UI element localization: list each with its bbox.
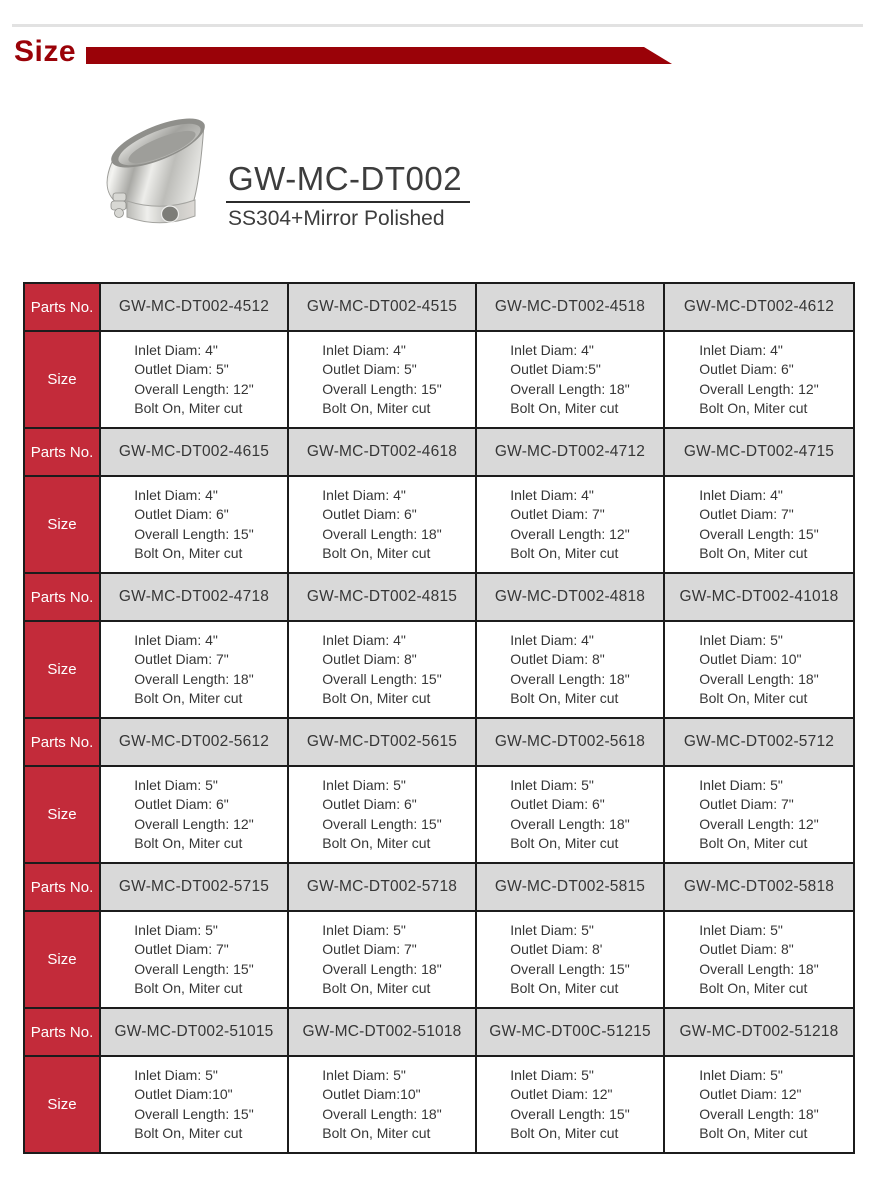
size-spec-cell bbox=[100, 911, 288, 1008]
size-spec-line: Inlet Diam: 5" bbox=[699, 921, 783, 938]
parts-no-cell: GW-MC-DT002-5715 bbox=[100, 863, 288, 911]
product-photo bbox=[80, 103, 240, 233]
size-spec-line: Bolt On, Miter cut bbox=[510, 400, 619, 416]
size-spec-line: Bolt On, Miter cut bbox=[699, 400, 808, 416]
size-spec-line: Bolt On, Miter cut bbox=[322, 400, 431, 416]
size-spec-lines bbox=[134, 631, 253, 709]
size-row bbox=[24, 911, 854, 1008]
size-spec-lines bbox=[699, 1066, 818, 1144]
product-material: SS304+Mirror Polished bbox=[228, 207, 445, 230]
size-spec-line: Inlet Diam: 5" bbox=[699, 631, 783, 648]
size-spec-line: Inlet Diam: 4" bbox=[134, 631, 218, 648]
size-spec-line: Bolt On, Miter cut bbox=[322, 690, 431, 706]
parts-no-cell: GW-MC-DT002-51218 bbox=[664, 1008, 854, 1056]
size-spec-cell bbox=[664, 766, 854, 863]
size-row bbox=[24, 476, 854, 573]
size-spec-line: Outlet Diam:10" bbox=[322, 1086, 421, 1102]
row-label-size: Size bbox=[24, 1056, 100, 1153]
size-spec-lines bbox=[134, 1066, 253, 1144]
parts-no-cell: GW-MC-DT002-5615 bbox=[288, 718, 476, 766]
parts-no-cell: GW-MC-DT002-5612 bbox=[100, 718, 288, 766]
size-spec-cell bbox=[476, 766, 664, 863]
size-spec-line: Inlet Diam: 4" bbox=[699, 341, 783, 358]
size-spec-line: Overall Length: 15" bbox=[322, 670, 442, 687]
row-label-parts: Parts No. bbox=[24, 573, 100, 621]
parts-no-cell: GW-MC-DT002-4618 bbox=[288, 428, 476, 476]
size-spec-line: Overall Length: 12" bbox=[134, 380, 254, 397]
size-spec-line: Bolt On, Miter cut bbox=[510, 690, 619, 706]
size-spec-lines bbox=[510, 631, 629, 709]
product-model: GW-MC-DT002 bbox=[226, 161, 470, 203]
size-spec-line: Bolt On, Miter cut bbox=[510, 980, 619, 996]
parts-row bbox=[24, 718, 854, 766]
size-spec-line: Inlet Diam: 5" bbox=[510, 776, 594, 793]
size-spec-line: Outlet Diam: 6" bbox=[134, 506, 229, 522]
size-spec-line: Inlet Diam: 5" bbox=[134, 1066, 218, 1083]
size-spec-line: Overall Length: 15" bbox=[322, 380, 442, 397]
size-spec-line: Inlet Diam: 5" bbox=[322, 1066, 406, 1083]
size-spec-line: Overall Length: 18" bbox=[699, 1105, 819, 1122]
size-spec-line: Bolt On, Miter cut bbox=[134, 545, 243, 561]
size-spec-cell bbox=[664, 476, 854, 573]
size-spec-line: Inlet Diam: 4" bbox=[322, 631, 406, 648]
parts-no-cell: GW-MC-DT002-4815 bbox=[288, 573, 476, 621]
size-spec-cell bbox=[476, 476, 664, 573]
size-spec-line: Inlet Diam: 4" bbox=[699, 486, 783, 503]
size-spec-line: Overall Length: 15" bbox=[134, 525, 254, 542]
parts-no-cell: GW-MC-DT002-51018 bbox=[288, 1008, 476, 1056]
size-spec-line: Outlet Diam: 5" bbox=[322, 361, 417, 377]
size-row bbox=[24, 1056, 854, 1153]
size-spec-line: Bolt On, Miter cut bbox=[134, 980, 243, 996]
size-spec-line: Overall Length: 18" bbox=[510, 815, 630, 832]
row-label-size: Size bbox=[24, 621, 100, 718]
size-spec-line: Outlet Diam: 7" bbox=[699, 796, 794, 812]
section-title: Size bbox=[14, 35, 77, 68]
size-spec-lines bbox=[510, 921, 629, 999]
size-spec-line: Overall Length: 15" bbox=[699, 525, 819, 542]
size-spec-line: Inlet Diam: 4" bbox=[510, 486, 594, 503]
size-row bbox=[24, 331, 854, 428]
parts-no-cell: GW-MC-DT00C-51215 bbox=[476, 1008, 664, 1056]
size-spec-line: Outlet Diam: 6" bbox=[134, 796, 229, 812]
row-label-parts: Parts No. bbox=[24, 283, 100, 331]
size-spec-cell bbox=[664, 1056, 854, 1153]
size-spec-line: Outlet Diam: 7" bbox=[134, 941, 229, 957]
parts-no-cell: GW-MC-DT002-4718 bbox=[100, 573, 288, 621]
size-spec-line: Overall Length: 18" bbox=[699, 960, 819, 977]
size-spec-line: Inlet Diam: 4" bbox=[322, 486, 406, 503]
size-spec-line: Outlet Diam: 8" bbox=[322, 651, 417, 667]
size-spec-line: Bolt On, Miter cut bbox=[134, 690, 243, 706]
size-spec-line: Bolt On, Miter cut bbox=[699, 980, 808, 996]
size-spec-lines bbox=[510, 1066, 629, 1144]
size-spec-line: Inlet Diam: 5" bbox=[134, 776, 218, 793]
size-spec-line: Outlet Diam: 6" bbox=[322, 506, 417, 522]
parts-row bbox=[24, 573, 854, 621]
parts-row bbox=[24, 428, 854, 476]
size-spec-cell bbox=[476, 621, 664, 718]
size-spec-line: Inlet Diam: 4" bbox=[134, 486, 218, 503]
size-spec-line: Bolt On, Miter cut bbox=[699, 545, 808, 561]
size-spec-line: Bolt On, Miter cut bbox=[322, 835, 431, 851]
parts-no-cell: GW-MC-DT002-4512 bbox=[100, 283, 288, 331]
size-spec-line: Outlet Diam: 8" bbox=[510, 651, 605, 667]
size-spec-line: Overall Length: 18" bbox=[322, 1105, 442, 1122]
size-spec-line: Outlet Diam: 10" bbox=[699, 651, 802, 667]
size-row bbox=[24, 621, 854, 718]
parts-no-cell: GW-MC-DT002-4612 bbox=[664, 283, 854, 331]
size-table-body bbox=[24, 283, 854, 1153]
size-spec-cell bbox=[100, 331, 288, 428]
size-spec-cell bbox=[288, 911, 476, 1008]
size-spec-line: Overall Length: 18" bbox=[699, 670, 819, 687]
size-spec-line: Overall Length: 15" bbox=[134, 1105, 254, 1122]
size-spec-line: Inlet Diam: 4" bbox=[510, 341, 594, 358]
size-spec-lines bbox=[510, 486, 629, 564]
row-label-size: Size bbox=[24, 911, 100, 1008]
size-spec-line: Outlet Diam: 7" bbox=[510, 506, 605, 522]
size-spec-lines bbox=[510, 776, 629, 854]
size-spec-line: Inlet Diam: 5" bbox=[699, 776, 783, 793]
parts-no-cell: GW-MC-DT002-4818 bbox=[476, 573, 664, 621]
parts-no-cell: GW-MC-DT002-4715 bbox=[664, 428, 854, 476]
row-label-size: Size bbox=[24, 331, 100, 428]
parts-no-cell: GW-MC-DT002-4615 bbox=[100, 428, 288, 476]
size-spec-line: Outlet Diam: 8" bbox=[699, 941, 794, 957]
size-spec-lines bbox=[699, 776, 818, 854]
size-spec-line: Outlet Diam: 8' bbox=[510, 941, 603, 957]
size-spec-line: Bolt On, Miter cut bbox=[510, 835, 619, 851]
size-row bbox=[24, 766, 854, 863]
size-spec-line: Outlet Diam: 6" bbox=[510, 796, 605, 812]
size-spec-cell bbox=[100, 766, 288, 863]
parts-no-cell: GW-MC-DT002-5718 bbox=[288, 863, 476, 911]
parts-no-cell: GW-MC-DT002-4712 bbox=[476, 428, 664, 476]
parts-row bbox=[24, 863, 854, 911]
size-spec-cell bbox=[100, 1056, 288, 1153]
size-spec-line: Inlet Diam: 4" bbox=[510, 631, 594, 648]
size-spec-lines bbox=[699, 341, 818, 419]
row-label-parts: Parts No. bbox=[24, 863, 100, 911]
size-spec-line: Outlet Diam:5" bbox=[510, 361, 601, 377]
size-spec-cell bbox=[476, 911, 664, 1008]
size-spec-line: Inlet Diam: 5" bbox=[134, 921, 218, 938]
size-spec-line: Inlet Diam: 5" bbox=[322, 776, 406, 793]
size-spec-line: Outlet Diam:10" bbox=[134, 1086, 233, 1102]
parts-row bbox=[24, 283, 854, 331]
size-spec-cell bbox=[476, 1056, 664, 1153]
parts-no-cell: GW-MC-DT002-5818 bbox=[664, 863, 854, 911]
size-spec-line: Overall Length: 12" bbox=[134, 815, 254, 832]
size-spec-cell bbox=[288, 766, 476, 863]
size-spec-lines bbox=[134, 921, 253, 999]
size-spec-lines bbox=[134, 776, 253, 854]
parts-no-cell: GW-MC-DT002-5815 bbox=[476, 863, 664, 911]
size-spec-lines bbox=[322, 921, 441, 999]
row-label-size: Size bbox=[24, 766, 100, 863]
size-spec-lines bbox=[322, 341, 441, 419]
size-spec-lines bbox=[134, 341, 253, 419]
size-spec-line: Overall Length: 12" bbox=[699, 815, 819, 832]
size-spec-cell bbox=[288, 1056, 476, 1153]
size-spec-line: Bolt On, Miter cut bbox=[699, 690, 808, 706]
size-spec-cell bbox=[288, 621, 476, 718]
size-spec-line: Bolt On, Miter cut bbox=[134, 1125, 243, 1141]
size-spec-line: Outlet Diam: 5" bbox=[134, 361, 229, 377]
size-spec-cell bbox=[288, 331, 476, 428]
size-spec-lines bbox=[510, 341, 629, 419]
parts-no-cell: GW-MC-DT002-51015 bbox=[100, 1008, 288, 1056]
size-spec-line: Overall Length: 15" bbox=[510, 960, 630, 977]
size-spec-line: Outlet Diam: 6" bbox=[699, 361, 794, 377]
size-spec-line: Outlet Diam: 12" bbox=[510, 1086, 613, 1102]
row-label-size: Size bbox=[24, 476, 100, 573]
size-spec-lines bbox=[322, 486, 441, 564]
parts-no-cell: GW-MC-DT002-41018 bbox=[664, 573, 854, 621]
row-label-parts: Parts No. bbox=[24, 428, 100, 476]
size-spec-lines bbox=[134, 486, 253, 564]
size-spec-line: Overall Length: 18" bbox=[322, 960, 442, 977]
size-spec-line: Outlet Diam: 6" bbox=[322, 796, 417, 812]
size-spec-line: Overall Length: 18" bbox=[510, 670, 630, 687]
size-spec-lines bbox=[699, 631, 818, 709]
size-spec-line: Bolt On, Miter cut bbox=[510, 545, 619, 561]
size-spec-line: Bolt On, Miter cut bbox=[134, 400, 243, 416]
size-spec-line: Outlet Diam: 12" bbox=[699, 1086, 802, 1102]
size-spec-lines bbox=[699, 921, 818, 999]
size-spec-line: Bolt On, Miter cut bbox=[322, 1125, 431, 1141]
size-spec-line: Bolt On, Miter cut bbox=[322, 980, 431, 996]
size-spec-line: Bolt On, Miter cut bbox=[510, 1125, 619, 1141]
size-spec-cell bbox=[664, 331, 854, 428]
size-spec-line: Outlet Diam: 7" bbox=[134, 651, 229, 667]
top-divider bbox=[12, 24, 863, 27]
product-info bbox=[226, 161, 470, 231]
size-spec-line: Inlet Diam: 5" bbox=[322, 921, 406, 938]
size-spec-cell bbox=[664, 621, 854, 718]
row-label-parts: Parts No. bbox=[24, 1008, 100, 1056]
size-spec-line: Inlet Diam: 5" bbox=[510, 1066, 594, 1083]
size-spec-line: Bolt On, Miter cut bbox=[322, 545, 431, 561]
size-spec-line: Outlet Diam: 7" bbox=[699, 506, 794, 522]
size-spec-line: Outlet Diam: 7" bbox=[322, 941, 417, 957]
clamp-bolt bbox=[111, 193, 126, 218]
size-spec-line: Bolt On, Miter cut bbox=[699, 835, 808, 851]
size-spec-cell bbox=[664, 911, 854, 1008]
size-spec-line: Overall Length: 18" bbox=[322, 525, 442, 542]
section-banner bbox=[86, 47, 672, 64]
size-spec-line: Overall Length: 18" bbox=[510, 380, 630, 397]
size-spec-lines bbox=[699, 486, 818, 564]
size-spec-cell bbox=[476, 331, 664, 428]
size-spec-line: Overall Length: 12" bbox=[699, 380, 819, 397]
parts-no-cell: GW-MC-DT002-5618 bbox=[476, 718, 664, 766]
size-spec-line: Overall Length: 15" bbox=[134, 960, 254, 977]
parts-no-cell: GW-MC-DT002-4518 bbox=[476, 283, 664, 331]
size-spec-lines bbox=[322, 776, 441, 854]
size-spec-line: Bolt On, Miter cut bbox=[134, 835, 243, 851]
size-spec-line: Inlet Diam: 5" bbox=[510, 921, 594, 938]
size-spec-line: Inlet Diam: 4" bbox=[322, 341, 406, 358]
parts-no-cell: GW-MC-DT002-4515 bbox=[288, 283, 476, 331]
row-label-parts: Parts No. bbox=[24, 718, 100, 766]
size-table bbox=[23, 282, 855, 1154]
size-spec-cell bbox=[100, 476, 288, 573]
size-spec-line: Inlet Diam: 4" bbox=[134, 341, 218, 358]
size-spec-cell bbox=[100, 621, 288, 718]
parts-row bbox=[24, 1008, 854, 1056]
size-spec-lines bbox=[322, 631, 441, 709]
size-spec-cell bbox=[288, 476, 476, 573]
size-spec-line: Inlet Diam: 5" bbox=[699, 1066, 783, 1083]
size-spec-line: Overall Length: 15" bbox=[510, 1105, 630, 1122]
size-spec-line: Overall Length: 18" bbox=[134, 670, 254, 687]
parts-no-cell: GW-MC-DT002-5712 bbox=[664, 718, 854, 766]
size-spec-line: Bolt On, Miter cut bbox=[699, 1125, 808, 1141]
size-spec-line: Overall Length: 12" bbox=[510, 525, 630, 542]
size-spec-lines bbox=[322, 1066, 441, 1144]
size-spec-line: Overall Length: 15" bbox=[322, 815, 442, 832]
